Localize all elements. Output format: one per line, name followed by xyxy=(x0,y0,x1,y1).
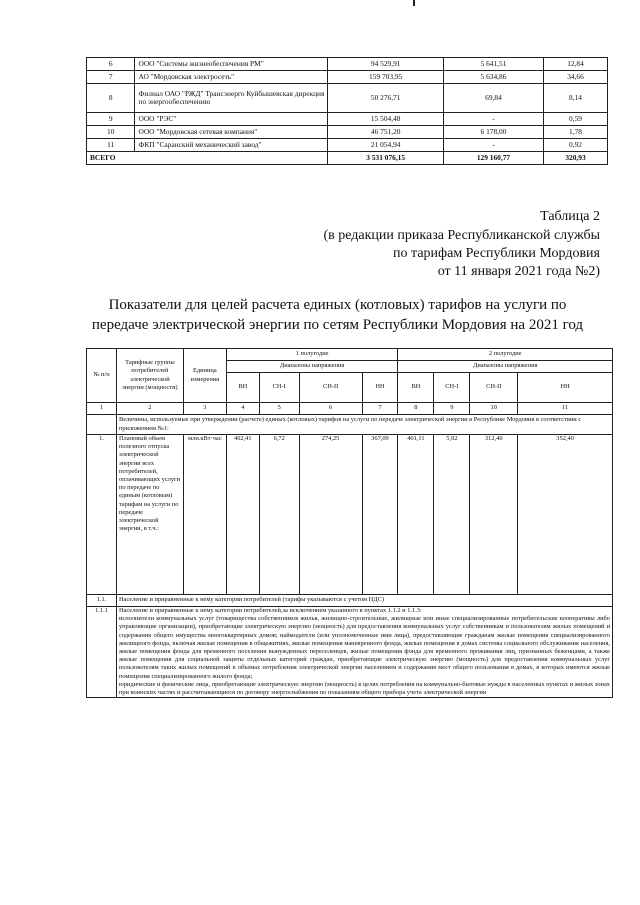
total-value3: 320,93 xyxy=(544,152,608,165)
company-row-value1: 50 276,71 xyxy=(328,84,444,113)
table-caption-line2: (в редакции приказа Республиканской службы xyxy=(323,228,600,243)
company-row xyxy=(87,113,608,126)
row111-paragraph2: исполнители коммунальных услуг (товарищества собственников жилья, жилищно-строительные, жилищные или иные специализированные потребительские кооперативы либо управляющие организации), приобретающие электрическую энергию (мощность) для предоставления коммунальных услуг собственникам и пользователям жилых помещений и содержания общего имущества многоквартирных домов; наймодатели (или уполномоченные ими лица), предоставляющие гражданам жилые помещения специализированного жилищного фонда, включая жилые помещения в общежитиях, жилые помещения маневренного фонда, жилые помещения в домах системы социального обслуживания населения, жилые помещения фонда для временного поселения вынужденных переселенцев, жилые помещения фонда для временного проживания лиц, признанных беженцами, а также жилые помещения для социальной защиты отдельных категорий граждан, приобретающие электрическую энергию (мощность) для предоставления коммунальных услуг пользователям таких жилых помещений в объемах потребления электрической энергии населением и содержания мест общего пользования в домах, в которых имеются жилые помещения специализированного жилого фонда; xyxy=(118,615,610,680)
row111-paragraph1: Население и приравненные к нему категории потребителей,за исключением указанного в пунктах 1.1.2 и 1.1.3: xyxy=(118,607,422,614)
row1-value: 274,25 xyxy=(299,435,362,595)
company-row-value1: 46 751,20 xyxy=(328,126,444,139)
header-half2: 2 полугодие xyxy=(398,349,613,361)
table-caption-line3: по тарифам Республики Мордовия xyxy=(393,246,600,261)
document-heading xyxy=(60,295,615,335)
table-caption-line4: от 11 января 2021 года №2) xyxy=(437,264,600,279)
row1-value: 402,41 xyxy=(226,435,259,595)
row1-num: 1. xyxy=(87,435,117,595)
company-row-num: 7 xyxy=(87,71,135,84)
network-companies-rows xyxy=(87,58,608,165)
section-num-cell xyxy=(87,415,117,435)
company-row-value2: 6 178,00 xyxy=(443,126,543,139)
column-number: 6 xyxy=(299,403,362,415)
company-row-name: АО "Мордовская электросеть" xyxy=(135,71,328,84)
total-row xyxy=(87,152,608,165)
row1-value: 5,92 xyxy=(434,435,470,595)
company-row-value3: 0,92 xyxy=(544,139,608,152)
column-number: 5 xyxy=(259,403,299,415)
company-row-value3: 1,78 xyxy=(544,126,608,139)
column-number: 10 xyxy=(470,403,518,415)
total-label: ВСЕГО xyxy=(87,152,328,165)
voltage-level-header: НН xyxy=(362,373,398,403)
header-ranges-half2: Диапазоны напряжения xyxy=(398,361,613,373)
company-row-value1: 159 703,95 xyxy=(328,71,444,84)
company-row xyxy=(87,84,608,113)
company-row xyxy=(87,71,608,84)
voltage-level-header: СН-II xyxy=(470,373,518,403)
row1-value: 401,11 xyxy=(398,435,434,595)
company-row-value3: 0,59 xyxy=(544,113,608,126)
row1-value: 312,40 xyxy=(470,435,518,595)
section-intro: Величины, используемые при утверждении (расчете) единых (котловых) тарифов на услуги по передаче электрической энергии в Республике Мордовия в соответствии с приложением №1: xyxy=(116,415,612,435)
company-row-name: ООО "Мордовская сетевая компания" xyxy=(135,126,328,139)
row111-num: 1.1.1 xyxy=(87,607,117,698)
voltage-level-header: НН xyxy=(518,373,613,403)
row1-unit: млн.кВт·час xyxy=(183,435,226,595)
total-value1: 3 531 076,15 xyxy=(328,152,444,165)
heading-line1: Показатели для целей расчета единых (котловых) тарифов на услуги по xyxy=(108,297,567,313)
row1-name: Плановый объем полезного отпуска электрической энергии всех потребителей, оплачивающих услуги по передаче по единым (котловым) тарифам на услуги по передаче электрической энергии, в т.ч.: xyxy=(116,435,183,595)
total-value2: 129 160,77 xyxy=(443,152,543,165)
header-num: № п/п xyxy=(87,349,117,403)
voltage-level-header: ВН xyxy=(226,373,259,403)
company-row xyxy=(87,58,608,71)
company-row-value2: 69,84 xyxy=(443,84,543,113)
column-number: 1 xyxy=(87,403,117,415)
company-row-num: 11 xyxy=(87,139,135,152)
column-number: 3 xyxy=(183,403,226,415)
column-number: 11 xyxy=(518,403,613,415)
company-row xyxy=(87,139,608,152)
company-row-name: Филиал ОАО "РЖД" Трансэнерго Куйбышевская дирекция по энергообеспечению xyxy=(135,84,328,113)
company-row xyxy=(87,126,608,139)
row11-text: Население и приравненные к нему категории потребителей (тарифы указываются с учетом НДС) xyxy=(116,595,612,607)
voltage-level-header: ВН xyxy=(398,373,434,403)
company-row-num: 6 xyxy=(87,58,135,71)
company-row-name: ООО "РЭС" xyxy=(135,113,328,126)
header-half1: 1 полугодие xyxy=(226,349,398,361)
company-row-value2: - xyxy=(443,139,543,152)
voltage-level-header: СН-I xyxy=(434,373,470,403)
company-row-value2: 5 634,86 xyxy=(443,71,543,84)
planned-volume-row xyxy=(87,435,613,595)
row1-value: 352,40 xyxy=(518,435,613,595)
header-unit: Единица измерения xyxy=(183,349,226,403)
company-row-num: 9 xyxy=(87,113,135,126)
table-caption-title: Таблица 2 xyxy=(540,209,600,224)
tariff-indicators-table xyxy=(86,348,613,698)
column-number: 2 xyxy=(116,403,183,415)
column-numbers-row xyxy=(87,403,613,415)
company-row-value1: 21 054,94 xyxy=(328,139,444,152)
company-row-name: ФКП "Саранский механический завод" xyxy=(135,139,328,152)
column-number: 9 xyxy=(434,403,470,415)
company-row-value1: 15 504,48 xyxy=(328,113,444,126)
column-number: 8 xyxy=(398,403,434,415)
voltage-level-header: СН-I xyxy=(259,373,299,403)
company-row-value3: 8,14 xyxy=(544,84,608,113)
row1-value: 367,09 xyxy=(362,435,398,595)
header-consumer-group: Тарифные группы потребителей электрической энергии (мощности) xyxy=(116,349,183,403)
column-number: 7 xyxy=(362,403,398,415)
row11-num: 1.1. xyxy=(87,595,117,607)
row1-value: 6,72 xyxy=(259,435,299,595)
scan-artifact xyxy=(413,0,415,6)
company-row-value2: - xyxy=(443,113,543,126)
company-row-value1: 94 529,91 xyxy=(328,58,444,71)
company-row-value3: 12,84 xyxy=(544,58,608,71)
heading-line2: передаче электрической энергии по сетям Республики Мордовия на 2021 год xyxy=(91,317,584,333)
network-companies-table xyxy=(86,57,608,165)
company-row-value2: 5 641,51 xyxy=(443,58,543,71)
row111-paragraph3: юридические и физические лица, приобретающие электрическую энергию (мощность) в целях потребления на коммунально-бытовые нужды в населенных пунктах и жилых зонах при воинских частях и рассчитывающиеся по договору энергоснабжения по показаниям общего прибора учета электрической энергии xyxy=(118,680,610,697)
voltage-level-header: СН-II xyxy=(299,373,362,403)
row111-text-cell xyxy=(116,607,612,698)
company-row-num: 8 xyxy=(87,84,135,113)
company-row-num: 10 xyxy=(87,126,135,139)
company-row-value3: 34,66 xyxy=(544,71,608,84)
company-row-name: ООО "Системы жизнеобеспечения РМ" xyxy=(135,58,328,71)
header-ranges-half1: Диапазоны напряжения xyxy=(226,361,398,373)
column-number: 4 xyxy=(226,403,259,415)
